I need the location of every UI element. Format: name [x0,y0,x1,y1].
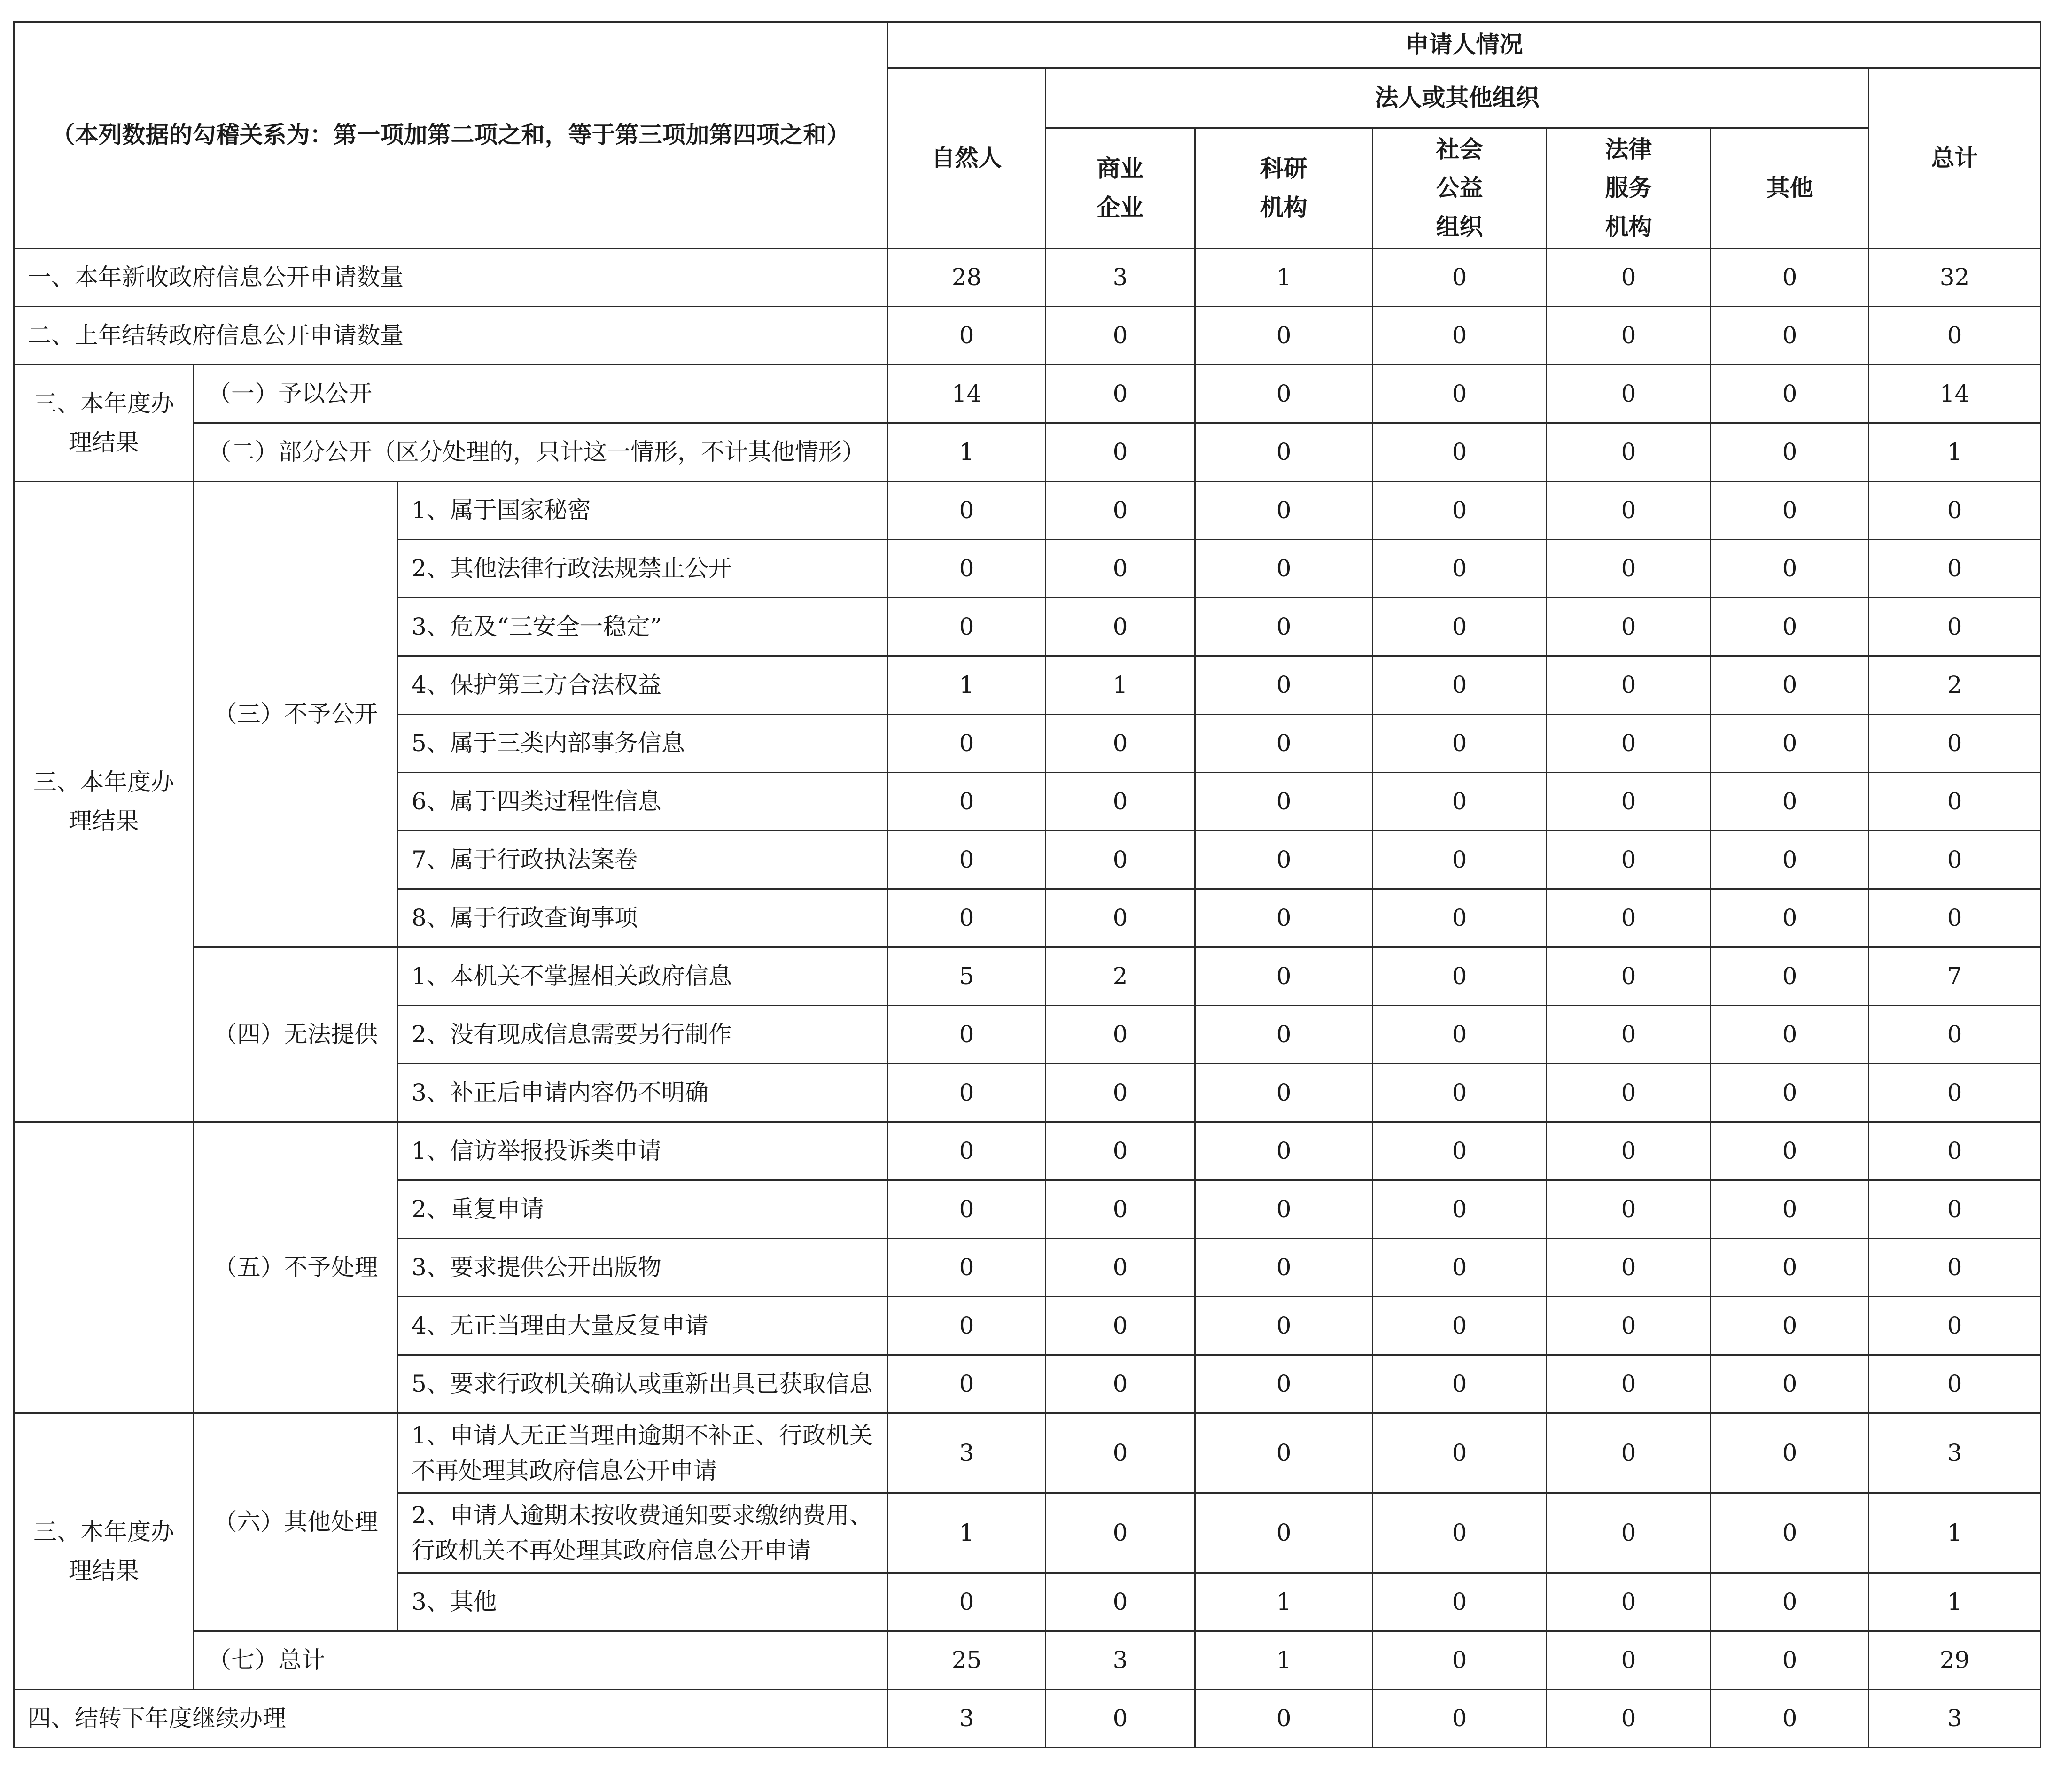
value-cell: 0 [1046,714,1195,773]
value-cell: 0 [1869,714,2041,773]
value-cell: 0 [1195,656,1373,714]
value-cell: 0 [1869,1239,2041,1297]
header-research: 科研 机构 [1195,128,1373,248]
item-label: 4、无正当理由大量反复申请 [398,1297,888,1355]
value-cell: 0 [1373,656,1547,714]
table-row [14,307,2041,365]
value-cell: 0 [1195,540,1373,598]
value-cell: 0 [1547,1690,1711,1748]
value-cell: 0 [1046,1413,1195,1493]
item-label: 2、重复申请 [398,1180,888,1239]
item-label: 3、补正后申请内容仍不明确 [398,1064,888,1122]
value-cell: 0 [1547,1355,1711,1413]
item-label: 8、属于行政查询事项 [398,889,888,947]
value-cell: 0 [1547,889,1711,947]
value-cell: 0 [1547,773,1711,831]
group-label-not-processed: （五）不予处理 [194,1122,398,1413]
value-cell: 0 [888,831,1046,889]
value-cell: 0 [1373,1006,1547,1064]
value-cell: 0 [1195,481,1373,540]
value-cell: 0 [1869,1122,2041,1180]
value-cell: 0 [1373,423,1547,481]
value-cell: 0 [1547,1297,1711,1355]
value-cell: 0 [888,889,1046,947]
value-cell: 0 [1547,365,1711,423]
item-label: 3、要求提供公开出版物 [398,1239,888,1297]
value-cell: 0 [1195,1297,1373,1355]
value-cell: 0 [1195,831,1373,889]
value-cell: 0 [1373,1493,1547,1573]
value-cell: 1 [1869,1573,2041,1631]
item-label: 3、危及“三安全一稳定” [398,598,888,656]
item-label: 5、要求行政机关确认或重新出具已获取信息 [398,1355,888,1413]
value-cell: 2 [1869,656,2041,714]
value-cell: 0 [1711,1631,1869,1690]
value-cell: 0 [1195,1493,1373,1573]
value-cell: 0 [1195,365,1373,423]
value-cell: 0 [1547,1239,1711,1297]
value-cell: 0 [1373,831,1547,889]
value-cell: 0 [1373,365,1547,423]
value-cell: 14 [888,365,1046,423]
item-label: 5、属于三类内部事务信息 [398,714,888,773]
value-cell: 28 [888,248,1046,307]
value-cell: 7 [1869,947,2041,1006]
value-cell: 0 [1373,947,1547,1006]
item-label: 4、保护第三方合法权益 [398,656,888,714]
value-cell: 0 [1046,481,1195,540]
value-cell: 0 [888,1573,1046,1631]
value-cell: 0 [1373,1180,1547,1239]
value-cell: 0 [1869,481,2041,540]
value-cell: 2 [1046,947,1195,1006]
header-legal-group: 法人或其他组织 [1046,68,1869,128]
value-cell: 0 [1869,773,2041,831]
value-cell: 0 [1046,831,1195,889]
value-cell: 0 [1869,540,2041,598]
value-cell: 1 [1869,423,2041,481]
group-label-disclosed: （一）予以公开 [194,365,888,423]
value-cell: 0 [1711,947,1869,1006]
item-label: 2、其他法律行政法规禁止公开 [398,540,888,598]
group-label-partial: （二）部分公开（区分处理的，只计这一情形，不计其他情形） [194,423,888,481]
item-label: 1、申请人无正当理由逾期不补正、行政机关不再处理其政府信息公开申请 [398,1413,888,1493]
value-cell: 0 [1711,481,1869,540]
value-cell: 0 [1195,1413,1373,1493]
value-cell: 0 [1547,540,1711,598]
value-cell: 0 [1373,1239,1547,1297]
value-cell: 3 [1869,1413,2041,1493]
value-cell: 14 [1869,365,2041,423]
value-cell: 0 [1373,598,1547,656]
value-cell: 0 [1195,947,1373,1006]
table-row [14,1631,2041,1690]
value-cell: 0 [1711,423,1869,481]
section-label-results: 三、本年度办 理结果 [14,1413,194,1690]
value-cell: 0 [1373,889,1547,947]
value-cell: 0 [1547,947,1711,1006]
value-cell: 0 [1046,598,1195,656]
value-cell: 5 [888,947,1046,1006]
value-cell: 0 [1373,1631,1547,1690]
value-cell: 29 [1869,1631,2041,1690]
value-cell: 0 [1046,1355,1195,1413]
value-cell: 0 [1046,423,1195,481]
value-cell: 0 [1869,1064,2041,1122]
value-cell: 0 [888,714,1046,773]
section-label-results: 三、本年度办 理结果 [14,481,194,1122]
header-note: （本列数据的勾稽关系为：第一项加第二项之和，等于第三项加第四项之和） [14,22,888,248]
value-cell: 0 [888,481,1046,540]
value-cell: 0 [1046,1006,1195,1064]
row-label-new-requests: 一、本年新收政府信息公开申请数量 [14,248,888,307]
value-cell: 0 [1711,1573,1869,1631]
value-cell: 0 [1373,1573,1547,1631]
value-cell: 0 [1711,889,1869,947]
value-cell: 0 [1869,598,2041,656]
value-cell: 0 [1711,1180,1869,1239]
value-cell: 1 [888,1493,1046,1573]
row-label-carry-forward: 四、结转下年度继续办理 [14,1690,888,1748]
value-cell: 0 [1195,1355,1373,1413]
value-cell: 0 [1373,1413,1547,1493]
value-cell: 0 [1046,365,1195,423]
value-cell: 0 [1046,1690,1195,1748]
value-cell: 0 [1195,423,1373,481]
item-label: 1、属于国家秘密 [398,481,888,540]
table-row [14,1690,2041,1748]
value-cell: 0 [1046,1064,1195,1122]
value-cell: 0 [1547,656,1711,714]
value-cell: 0 [1046,307,1195,365]
value-cell: 0 [888,1239,1046,1297]
value-cell: 0 [1869,889,2041,947]
value-cell: 3 [1046,248,1195,307]
value-cell: 0 [1046,1297,1195,1355]
disclosure-statistics-table [13,21,2041,1748]
item-label: 2、申请人逾期未按收费通知要求缴纳费用、行政机关不再处理其政府信息公开申请 [398,1493,888,1573]
value-cell: 0 [1711,1064,1869,1122]
item-label: 3、其他 [398,1573,888,1631]
value-cell: 3 [1046,1631,1195,1690]
value-cell: 0 [1547,1064,1711,1122]
value-cell: 3 [1869,1690,2041,1748]
table-row [14,248,2041,307]
value-cell: 0 [1195,1006,1373,1064]
value-cell: 0 [1711,1006,1869,1064]
value-cell: 0 [1195,1690,1373,1748]
value-cell: 0 [1869,1355,2041,1413]
value-cell: 0 [1046,1239,1195,1297]
value-cell: 0 [1547,831,1711,889]
value-cell: 0 [1195,307,1373,365]
value-cell: 1 [888,656,1046,714]
value-cell: 0 [1373,1064,1547,1122]
value-cell: 0 [1547,1122,1711,1180]
value-cell: 0 [1711,1493,1869,1573]
value-cell: 0 [1373,481,1547,540]
value-cell: 0 [1046,889,1195,947]
item-label: 1、信访举报投诉类申请 [398,1122,888,1180]
value-cell: 0 [1373,248,1547,307]
table-row [14,423,2041,481]
table-row [14,481,2041,540]
value-cell: 0 [888,307,1046,365]
header-social: 社会 公益 组织 [1373,128,1547,248]
value-cell: 0 [888,598,1046,656]
group-label-total: （七）总计 [194,1631,888,1690]
value-cell: 0 [1547,481,1711,540]
value-cell: 0 [1046,540,1195,598]
value-cell: 0 [1711,248,1869,307]
table-row [14,365,2041,423]
value-cell: 0 [1711,365,1869,423]
value-cell: 0 [1195,773,1373,831]
value-cell: 0 [888,1064,1046,1122]
section-label-results: 三、本年度办理结果 [14,365,194,481]
value-cell: 0 [1373,540,1547,598]
table-row [14,1122,2041,1180]
value-cell: 0 [1046,1573,1195,1631]
value-cell: 0 [1195,714,1373,773]
value-cell: 0 [1547,1493,1711,1573]
header-other: 其他 [1711,128,1869,248]
value-cell: 0 [888,540,1046,598]
value-cell: 1 [1195,248,1373,307]
item-label: 2、没有现成信息需要另行制作 [398,1006,888,1064]
value-cell: 25 [888,1631,1046,1690]
value-cell: 1 [1195,1573,1373,1631]
header-total: 总计 [1869,68,2041,248]
section-label-blank [14,1122,194,1413]
value-cell: 0 [1711,1413,1869,1493]
value-cell: 0 [1195,1122,1373,1180]
value-cell: 0 [1711,1690,1869,1748]
value-cell: 32 [1869,248,2041,307]
value-cell: 0 [1711,1122,1869,1180]
value-cell: 0 [1373,1297,1547,1355]
value-cell: 0 [1373,714,1547,773]
value-cell: 0 [1547,1573,1711,1631]
value-cell: 3 [888,1690,1046,1748]
value-cell: 0 [1547,598,1711,656]
header-natural-person: 自然人 [888,68,1046,248]
value-cell: 0 [1195,1180,1373,1239]
value-cell: 0 [1547,1006,1711,1064]
header-commercial: 商业 企业 [1046,128,1195,248]
value-cell: 0 [1547,714,1711,773]
value-cell: 0 [1547,1413,1711,1493]
value-cell: 0 [1711,598,1869,656]
value-cell: 0 [1547,307,1711,365]
value-cell: 0 [1711,773,1869,831]
value-cell: 0 [1373,1690,1547,1748]
group-label-unable: （四）无法提供 [194,947,398,1122]
header-applicant-group: 申请人情况 [888,22,2041,68]
row-label-carried-over: 二、上年结转政府信息公开申请数量 [14,307,888,365]
value-cell: 0 [1547,248,1711,307]
value-cell: 0 [1869,831,2041,889]
value-cell: 0 [1373,1355,1547,1413]
value-cell: 0 [1373,1122,1547,1180]
value-cell: 0 [1547,1631,1711,1690]
value-cell: 0 [888,1355,1046,1413]
value-cell: 0 [1869,307,2041,365]
value-cell: 1 [1046,656,1195,714]
value-cell: 0 [1869,1006,2041,1064]
value-cell: 1 [1869,1493,2041,1573]
value-cell: 0 [1869,1297,2041,1355]
value-cell: 0 [1373,307,1547,365]
value-cell: 0 [1046,773,1195,831]
group-label-other-processing: （六）其他处理 [194,1413,398,1631]
value-cell: 0 [888,1006,1046,1064]
item-label: 1、本机关不掌握相关政府信息 [398,947,888,1006]
value-cell: 0 [1711,714,1869,773]
value-cell: 0 [1046,1122,1195,1180]
value-cell: 0 [1046,1180,1195,1239]
item-label: 7、属于行政执法案卷 [398,831,888,889]
value-cell: 0 [1195,889,1373,947]
value-cell: 0 [888,773,1046,831]
value-cell: 3 [888,1413,1046,1493]
value-cell: 0 [888,1180,1046,1239]
value-cell: 0 [1711,1239,1869,1297]
value-cell: 0 [888,1122,1046,1180]
value-cell: 0 [1046,1493,1195,1573]
value-cell: 0 [1711,831,1869,889]
item-label: 6、属于四类过程性信息 [398,773,888,831]
value-cell: 0 [1869,1180,2041,1239]
value-cell: 0 [1711,1297,1869,1355]
value-cell: 1 [888,423,1046,481]
value-cell: 0 [1711,307,1869,365]
value-cell: 0 [1195,1064,1373,1122]
value-cell: 0 [1195,1239,1373,1297]
value-cell: 0 [1711,1355,1869,1413]
header-legal-service: 法律 服务 机构 [1547,128,1711,248]
value-cell: 0 [1547,423,1711,481]
table-row [14,1413,2041,1493]
table-row [14,947,2041,1006]
value-cell: 0 [1711,540,1869,598]
value-cell: 0 [888,1297,1046,1355]
value-cell: 0 [1711,656,1869,714]
group-label-not-disclosed: （三）不予公开 [194,481,398,947]
value-cell: 0 [1547,1180,1711,1239]
value-cell: 0 [1373,773,1547,831]
value-cell: 0 [1195,598,1373,656]
value-cell: 1 [1195,1631,1373,1690]
